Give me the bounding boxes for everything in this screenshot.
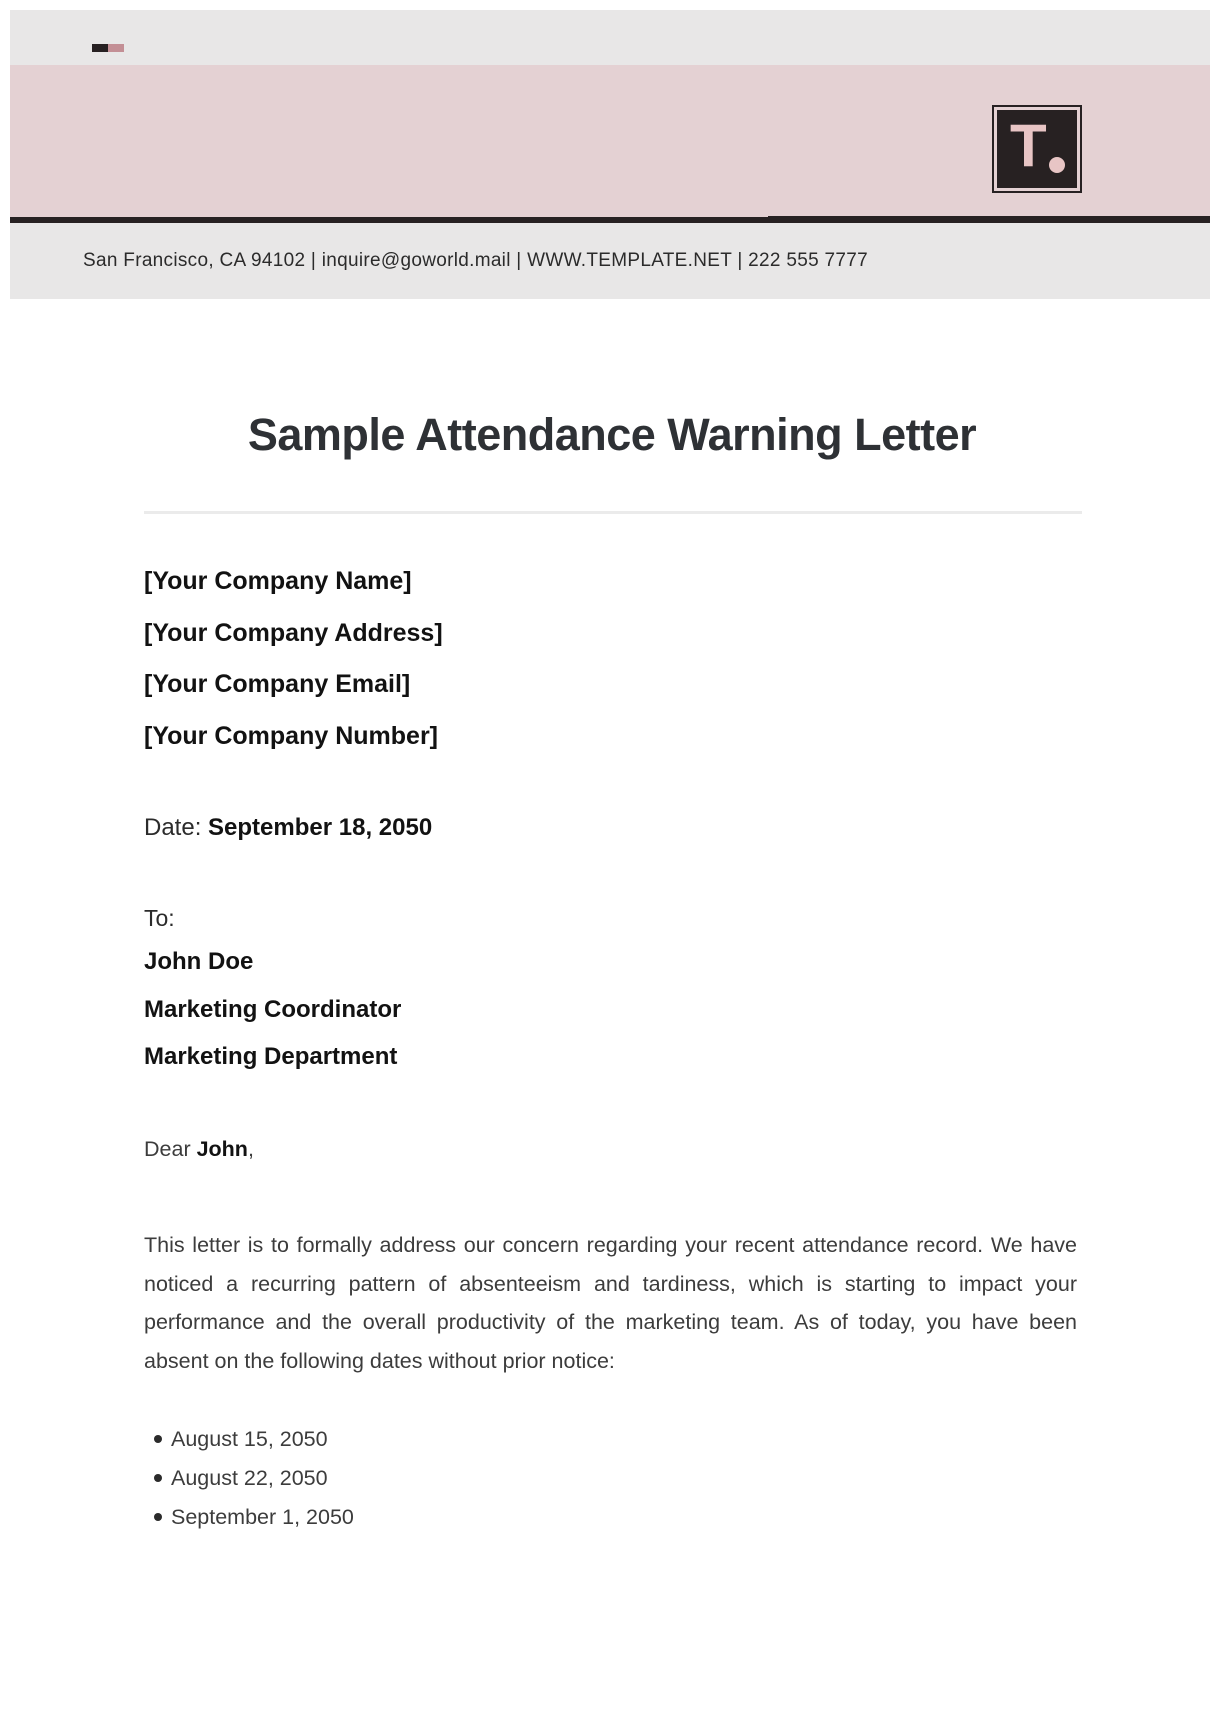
logo-letter: T xyxy=(1010,112,1047,180)
salutation-name: John xyxy=(196,1137,248,1161)
list-item xyxy=(144,1498,354,1537)
salutation-prefix: Dear xyxy=(144,1137,197,1161)
page-title: Sample Attendance Warning Letter xyxy=(247,409,977,460)
date-value: September 18, 2050 xyxy=(208,814,433,841)
absence-date: August 15, 2050 xyxy=(171,1427,328,1451)
logo-box xyxy=(997,110,1077,188)
contact-text: San Francisco, CA 94102 | inquire@goworld.mail | WWW.TEMPLATE.NET | 222 555 7777 xyxy=(83,250,868,271)
company-email: [Your Company Email] xyxy=(144,670,411,698)
title-divider xyxy=(144,511,1082,514)
to-label: To: xyxy=(144,905,175,931)
brand-mark-icon xyxy=(92,44,124,52)
company-number: [Your Company Number] xyxy=(144,721,438,750)
brand-mark-pink-block xyxy=(108,44,124,52)
date-line xyxy=(144,812,432,844)
letter-header xyxy=(10,10,1210,299)
company-address: [Your Company Address] xyxy=(144,618,443,647)
bullet-icon xyxy=(154,1474,162,1482)
body-paragraph: This letter is to formally address our concern regarding your recent attendance record. We have noticed a recurring pattern of absenteeism and tardiness, which is starting to impact your performance and the overall productivity of the marketing team. As of today, you have been absent on the following dates without prior notice: xyxy=(144,1233,1077,1374)
absence-date: September 1, 2050 xyxy=(171,1505,354,1529)
brand-mark-black-block xyxy=(92,44,108,52)
absence-date: August 22, 2050 xyxy=(171,1466,328,1490)
bullet-icon xyxy=(154,1513,162,1521)
recipient-job-title: Marketing Coordinator xyxy=(144,995,402,1023)
contact-bar xyxy=(10,223,1210,299)
absence-date-list xyxy=(144,1420,354,1537)
logo-dot-icon xyxy=(1049,157,1065,173)
date-label: Date: xyxy=(144,814,209,841)
template-logo xyxy=(992,105,1082,193)
recipient-block xyxy=(144,938,401,1081)
company-name: [Your Company Name] xyxy=(144,567,412,595)
recipient-department: Marketing Department xyxy=(144,1043,398,1070)
header-top-band xyxy=(10,10,1210,65)
salutation xyxy=(144,1134,254,1164)
salutation-suffix: , xyxy=(247,1137,254,1161)
list-item xyxy=(144,1420,354,1459)
bullet-icon xyxy=(154,1435,162,1443)
company-block xyxy=(144,556,443,762)
list-item xyxy=(144,1459,354,1498)
recipient-name: John Doe xyxy=(144,948,254,975)
